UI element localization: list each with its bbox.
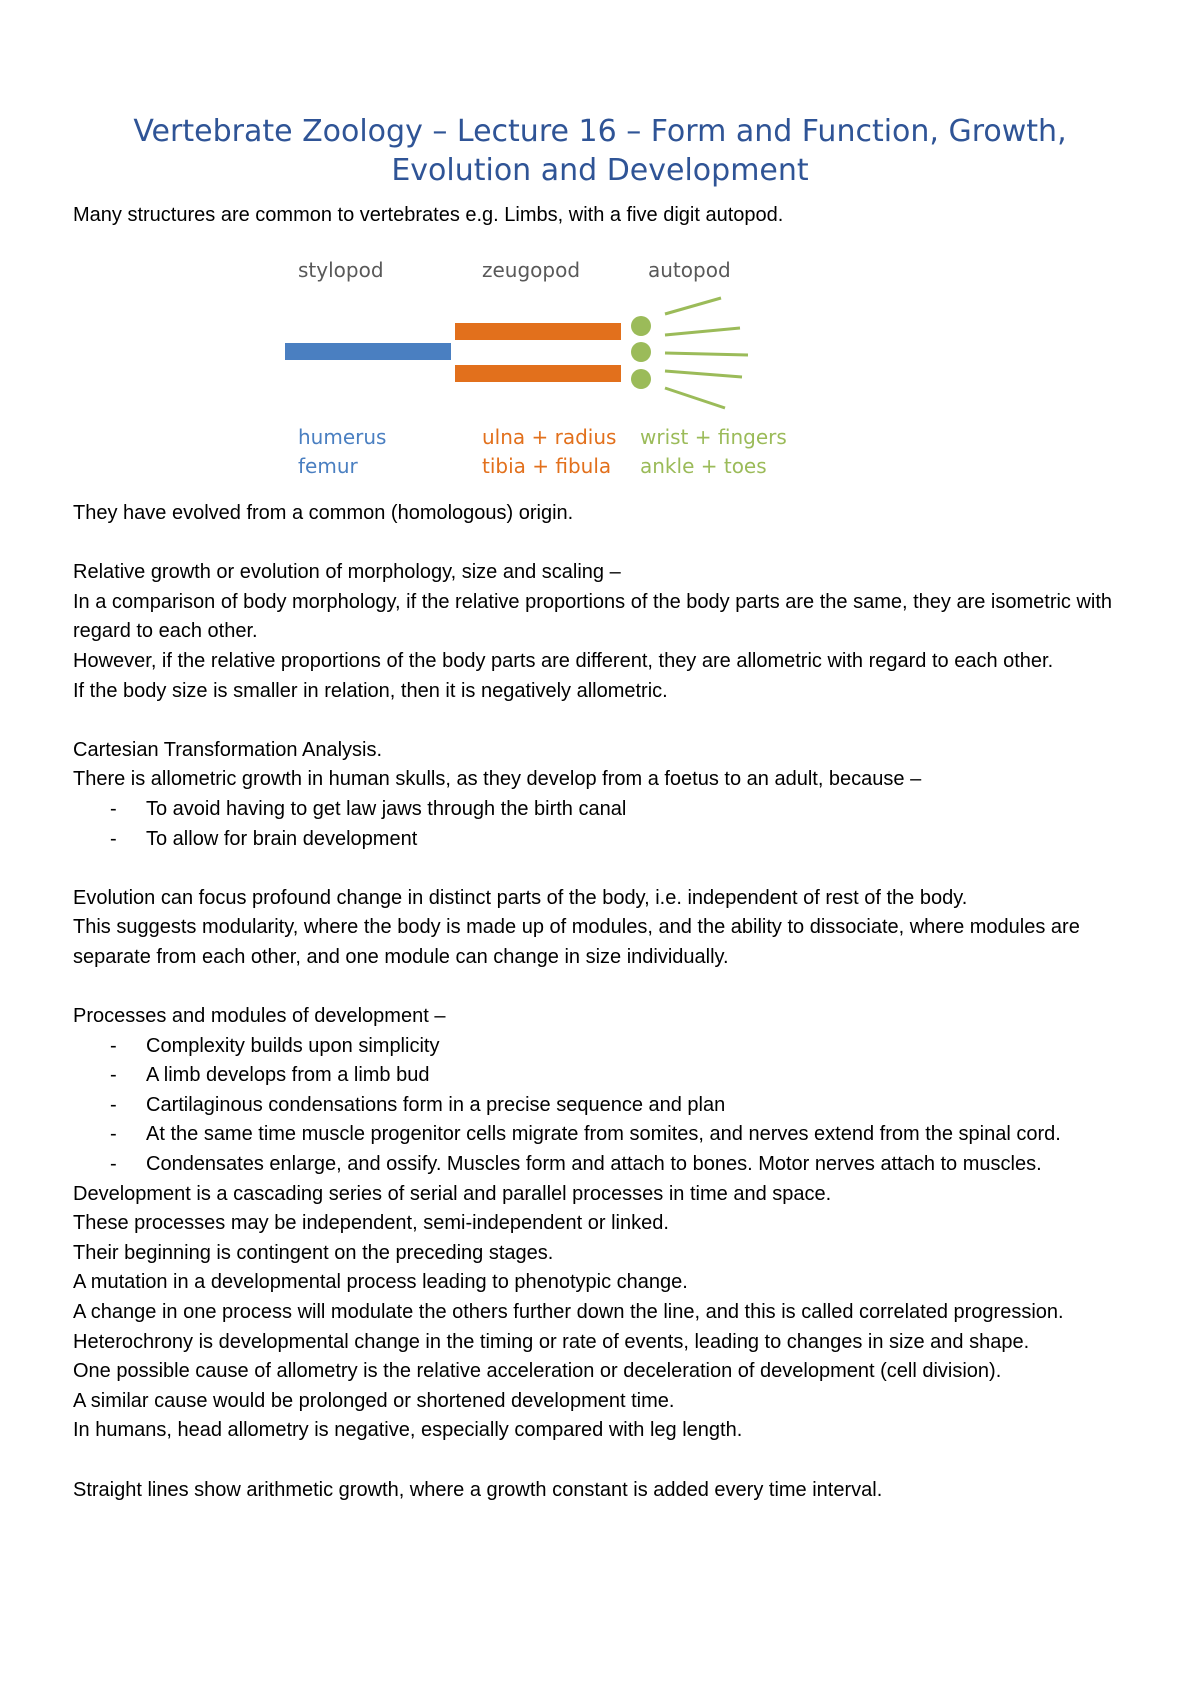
- list-item: - Cartilaginous condensations form in a precise sequence and plan: [73, 1091, 1143, 1121]
- list-item: - To avoid having to get law jaws through the birth canal: [73, 795, 1143, 825]
- cartesian-line: There is allometric growth in human skulls, as they develop from a foetus to an adult, because –: [73, 768, 922, 791]
- zeugopod-bone-upper: [455, 323, 621, 340]
- allometry-line: Relative growth or evolution of morphology, size and scaling –: [73, 561, 621, 584]
- label-wrist-fingers: wrist + fingers: [640, 425, 787, 449]
- development-line: A mutation in a developmental process leading to phenotypic change.: [73, 1271, 688, 1294]
- autopod-carpal: [631, 342, 651, 362]
- list-item: - To allow for brain development: [73, 825, 1143, 855]
- label-ulna-radius: ulna + radius: [482, 425, 617, 449]
- development-line: Heterochrony is developmental change in the timing or rate of events, leading to changes in size and shape.: [73, 1330, 1030, 1353]
- allometry-line: In a comparison of body morphology, if the relative proportions of the body parts are the same, they are isometric with regard to each other.: [73, 590, 1113, 643]
- zeugopod-bone-lower: [455, 365, 621, 382]
- processes-list: [73, 1032, 1143, 1180]
- development-line: A similar cause would be prolonged or shortened development time.: [73, 1389, 675, 1412]
- autopod-digit: [665, 371, 742, 377]
- autopod-digit: [665, 388, 725, 408]
- page-title: Vertebrate Zoology – Lecture 16 – Form and Function, Growth, Evolution and Development: [133, 114, 1067, 189]
- development-line: In humans, head allometry is negative, especially compared with leg length.: [73, 1419, 743, 1442]
- allometry-line: If the body size is smaller in relation, then it is negatively allometric.: [73, 679, 668, 702]
- label-ankle-toes: ankle + toes: [640, 454, 767, 478]
- autopod-digit: [665, 328, 740, 335]
- intro-block: [73, 201, 1143, 231]
- zeugopod-heading: zeugopod: [482, 258, 581, 282]
- autopod-digit: [665, 353, 748, 355]
- list-item: - Complexity builds upon simplicity: [73, 1032, 1143, 1062]
- label-humerus: humerus: [298, 425, 387, 449]
- autopod-carpal: [631, 369, 651, 389]
- modularity-line: Evolution can focus profound change in distinct parts of the body, i.e. independent of rest of the body.: [73, 886, 968, 909]
- main-text: [73, 499, 1143, 1505]
- homology-paragraph: They have evolved from a common (homologous) origin.: [73, 502, 574, 524]
- intro-paragraph: Many structures are common to vertebrates e.g. Limbs, with a five digit autopod.: [73, 204, 784, 226]
- list-item: - Condensates enlarge, and ossify. Muscles form and attach to bones. Motor nerves attach to muscles.: [73, 1150, 1143, 1180]
- growth-paragraph: Straight lines show arithmetic growth, where a growth constant is added every time interval.: [73, 1478, 883, 1501]
- development-line: Development is a cascading series of serial and parallel processes in time and space.: [73, 1182, 832, 1205]
- processes-heading: Processes and modules of development –: [73, 1005, 446, 1028]
- cartesian-line: Cartesian Transformation Analysis.: [73, 738, 383, 761]
- label-femur: femur: [298, 454, 358, 478]
- stylopod-heading: stylopod: [298, 258, 384, 282]
- autopod-heading: autopod: [648, 258, 731, 282]
- modularity-line: This suggests modularity, where the body is made up of modules, and the ability to dissociate, where modules are separate from each other, and one module can change in size individually.: [73, 916, 1080, 968]
- stylopod-bone: [285, 343, 451, 360]
- list-item: - At the same time muscle progenitor cells migrate from somites, and nerves extend from the spinal cord.: [73, 1120, 1143, 1150]
- label-tibia-fibula: tibia + fibula: [482, 454, 612, 478]
- development-line: These processes may be independent, semi-independent or linked.: [73, 1212, 669, 1235]
- autopod-carpal: [631, 316, 651, 336]
- limb-diagram: [270, 250, 810, 490]
- development-line: Their beginning is contingent on the preceding stages.: [73, 1241, 554, 1264]
- development-line: A change in one process will modulate the others further down the line, and this is called correlated progression.: [73, 1301, 1064, 1324]
- cartesian-list: [73, 795, 1143, 854]
- list-item: - A limb develops from a limb bud: [73, 1061, 1143, 1091]
- allometry-line: However, if the relative proportions of the body parts are different, they are allometric with regard to each other.: [73, 649, 1054, 672]
- development-line: One possible cause of allometry is the relative acceleration or deceleration of development (cell division).: [73, 1360, 1002, 1383]
- autopod-digit: [665, 298, 721, 314]
